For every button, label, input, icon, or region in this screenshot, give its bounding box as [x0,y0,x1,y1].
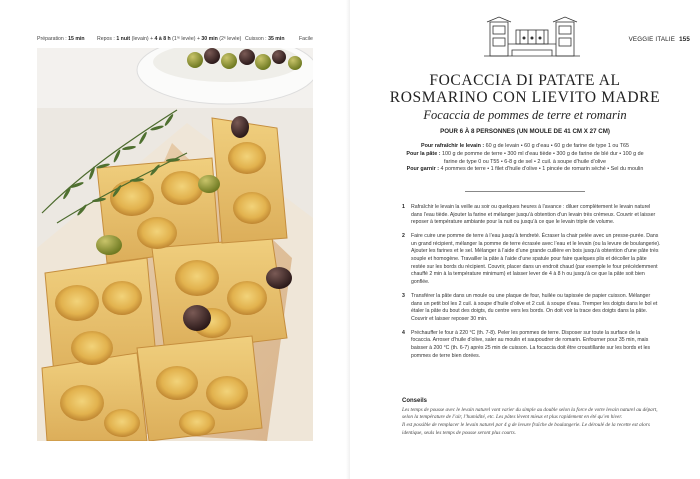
ingredients-block [402,143,648,174]
header-illustration [482,16,582,62]
recipe-title [380,72,670,123]
tips-heading: Conseils [402,398,428,404]
tips-block [402,398,664,438]
step-number: 2 [402,233,405,240]
recipe-subtitle: Focaccia de pommes de terre et romarin [423,108,627,122]
tip-paragraph: Les temps de pousse avec le levain naturel vont varier du simple au double selon la force de votre levain naturel au départ, selon la température de l’air, l’humidité, etc. Les pâtes lèvent mieux et plus rapidement en été qu’en hiver. [402,407,658,421]
step-number: 3 [402,292,405,299]
step-item [402,233,662,286]
prep-time: Préparation : 15 min [37,36,85,42]
step-item [402,293,662,323]
difficulty: Facile [299,36,313,42]
title-line-2: ROSMARINO CON LIEVITO MADRE [389,89,661,106]
step-text: Transférer la pâte dans un moule ou une plaque de four, huilée ou tapissée de papier cuisson. Mélanger dans un petit bol les 2 cuil. à soupe d’huile d’olive et 2 cuil. à soupe d’eau. Tremper les doigts dans le bol et étaler la pâte du bout des doigts, du centre vers les bords. On doit voir la trace des doigts dans la pâte. Couvrir et laisser reposer 30 min. [411,292,658,322]
title-line-1: FOCACCIA DI PATATE AL [429,72,621,89]
section-title: VEGGIE ITALIE [628,36,676,43]
step-number: 4 [402,329,405,336]
step-number: 1 [402,204,405,210]
step-item [402,204,662,227]
rest-time: Repos : 1 nuit (levain) + 4 à 8 h (1ʳᵉ levée) + 30 min (2ᵉ levée) [97,36,242,42]
tip-paragraph: Il est possible de remplacer le levain naturel par 4 g de levure fraîche de boulangerie. Le déroulé de la recette est alors identique, seuls les temps de pousse seront plus courts. [402,422,650,436]
step-text: Rafraîchir le levain la veille au soir ou quelques heures à l’avance : diluer complètement le levain naturel dans l’eau tiède. Ajouter la farine et mélanger jusqu’à obtention d’un levain très crémeux. Couvrir et laisser reposer à température ambiante pour la nuit ou jusqu’à ce que le levain triple de volume. [411,204,656,226]
ingredient-group: Pour la pâte : 100 g de pomme de terre • 300 ml d’eau tiède • 300 g de farine de blé dur • 100 g de farine de type 0 ou T55 • 6-8 g de sel • 2 cuil. à soupe d’huile d’olive [406,150,644,165]
cook-time: Cuisson : 35 min [245,36,285,42]
servings-line: POUR 6 À 8 PERSONNES (UN MOULE DE 41 CM X 27 CM) [440,128,610,135]
divider-rule [465,191,585,192]
right-page [350,0,700,479]
steps-list [402,204,662,367]
running-header [629,36,690,43]
ingredient-group: Pour garnir : 4 pommes de terre • 1 filet d’huile d’olive • 1 pincée de romarin séché • Sel du moulin [406,166,644,173]
step-item [402,330,662,360]
ingredient-group: Pour rafraîchir le levain : 60 g de levain • 60 g d’eau • 60 g de farine de type 1 ou T65 [420,143,630,149]
page-number: 155 [679,36,690,43]
step-text: Faire cuire une pomme de terre à l’eau jusqu’à tendreté. Écraser la chair pelée avec un presse-purée. Dans un grand récipient, mélanger la pomme de terre écrasée avec l’eau et le levain (ou la levure de boulangerie). Ajouter les farines et le sel. Mélanger à l’aide d’une grande cuillère en bois jusqu’à obtention d’une pâte très souple et homogène. Travailler la pâte à l’aide d’une spatule pour faire quelques plis et décoller la pâte restée sur les bords du récipient. Couvrir, placer dans un endroit chaud (par exemple le four précédemment chauffé 2 min à la température minimum) et laisser lever de 4 à 8 h ou jusqu’à ce que la pâte soit bien gonflée. [411,233,661,285]
step-text: Préchauffer le four à 220 °C (th. 7-8). Peler les pommes de terre. Disposer sur toute la surface de la focaccia. Arroser d’huile d’olive, saler au moulin et saupoudrer de romarin. Enfourner pour 35 min, mais baisser à 200 °C (th. 6-7) après 25 min de cuisson. La focaccia doit être croustillante sur les bords et les pommes de terre bien dorées. [411,329,651,359]
focaccia-photo [37,48,313,441]
